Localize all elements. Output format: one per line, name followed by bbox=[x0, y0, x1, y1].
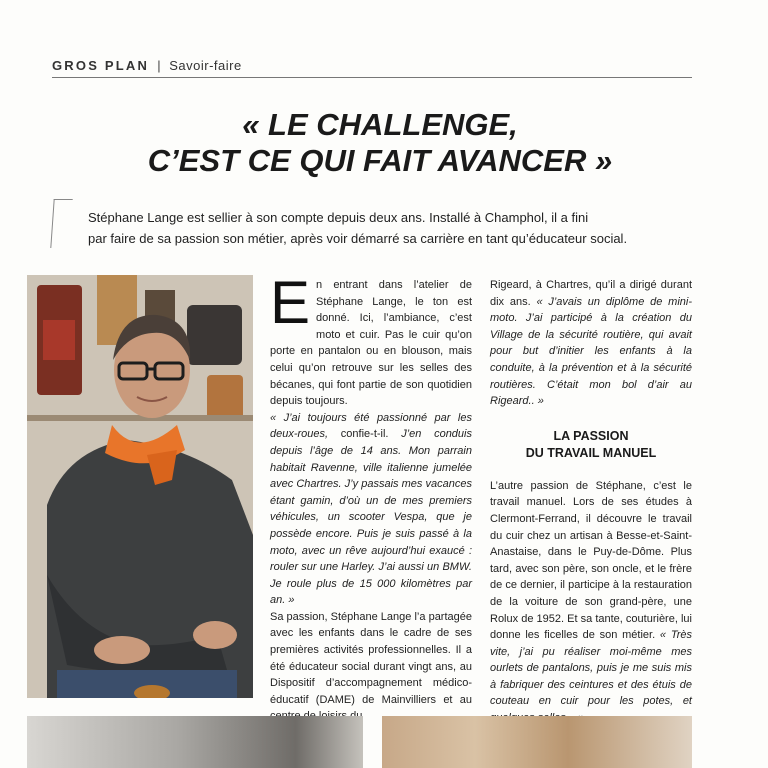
quote-1-attribution: confie-t-il. bbox=[328, 428, 402, 441]
bottom-photo-left bbox=[27, 716, 363, 768]
section-separator: | bbox=[157, 58, 162, 73]
section-category: Savoir-faire bbox=[169, 58, 242, 73]
paragraph-career: Sa passion, Stéphane Lange l’a partagée avec les enfants dans le cadre de ses premières activités professionnelles. Il a été éducateur social durant vingt ans, au Dispositif d’accompagnement médico-éducatif (DAME) de Mainvilliers et au bbox=[270, 610, 472, 706]
title-line-2: C’EST CE QUI FAIT AVANCER » bbox=[147, 143, 613, 178]
header-rule bbox=[52, 77, 692, 78]
portrait-illustration bbox=[27, 275, 253, 698]
section-header bbox=[52, 58, 242, 73]
paragraph-rigeard bbox=[490, 277, 692, 410]
intro-text: n entrant dans l’atelier de Stéphane Lange, le ton est donné. Ici, l’ambiance, c’est moto et cuir. Pas le cuir qu’on porte en pantalon ou en blouson, mais celui qu’on retrouve sur les selles des bécanes, qui font partie de son quotidien depuis toujours. bbox=[270, 279, 472, 408]
rigeard-text: Rigeard, à Chartres, qu’il a dirigé durant dix ans. bbox=[490, 279, 692, 308]
manual-work-quote: « Très vite, j’ai pu réaliser moi-même mes ourlets de pantalons, puis je me suis mis à fabriquer des ceintures et des étuis de couteau en cuir pour les potes, et bbox=[490, 629, 693, 708]
quote-1-part-a: « J’ai toujours été passionné par les deux-roues, bbox=[270, 411, 472, 441]
article-lead bbox=[88, 207, 688, 249]
lead-line-1: Stéphane Lange est sellier à son compte depuis deux ans. Installé à Champhol, il a fini bbox=[88, 210, 589, 225]
article-column-2 bbox=[490, 277, 692, 727]
paragraph-intro bbox=[270, 269, 472, 410]
bottom-photo-right bbox=[382, 716, 692, 768]
subheading-line-2: DU TRAVAIL MANUEL bbox=[525, 445, 657, 460]
lead-bracket bbox=[50, 199, 72, 248]
manual-work-text: L’autre passion de Stéphane, c’est le travail manuel. Lors de ses études à Clermont-Ferrand, il découvre le travail du cuir chez un artisan à Besse-et-Saint-Anastaise, dans le Puy-de-Dôme. Plus tard, avec son père, son oncle, et le frère de ce dernier, il participe à la restauration de la voiture de son grand-père, une Rolux de 1952. Et sa tante, couturière, lui donne les ficelles de son métier. bbox=[490, 479, 692, 642]
portrait-photo bbox=[27, 275, 253, 698]
paragraph-quote-1 bbox=[270, 410, 472, 609]
title-line-1: « LE CHALLENGE, bbox=[242, 107, 518, 142]
article-column-1 bbox=[270, 269, 472, 725]
drop-cap: E bbox=[270, 269, 311, 336]
subheading bbox=[490, 428, 692, 462]
lead-line-2: par faire de sa passion son métier, après voir démarré sa carrière en tant qu’éducateur social. bbox=[88, 231, 628, 246]
article-title bbox=[100, 107, 660, 179]
subheading-line-1: LA PASSION bbox=[553, 428, 629, 443]
rigeard-quote: « J’avais un diplôme de mini-moto. J’ai participé à la création du Village de la sécurité routière, qui avait pour but d’initier les enfants à la conduite, à la prévention et à la sécurité routières. C’était mon bol d’air au Rigeard.. » bbox=[490, 295, 692, 408]
quote-1-part-b: J’en conduis depuis l’âge de 14 ans. Mon parrain habitait Ravenne, ville italienne jumelée avec Chartres. J’y passais mes vacances étant gamin, d’où un de mes premiers véhicules, un scooter Vespa, que je possède encore. Puis je suis passé à la moto, avec un rêve aujourd’hui exaucé : rouler sur une Harley. J’ai aussi un BMW. Je roule plus de 15 000 kilomètres par an. » bbox=[270, 428, 472, 607]
section-kicker: GROS PLAN bbox=[52, 58, 150, 73]
paragraph-manual-work bbox=[490, 478, 692, 727]
